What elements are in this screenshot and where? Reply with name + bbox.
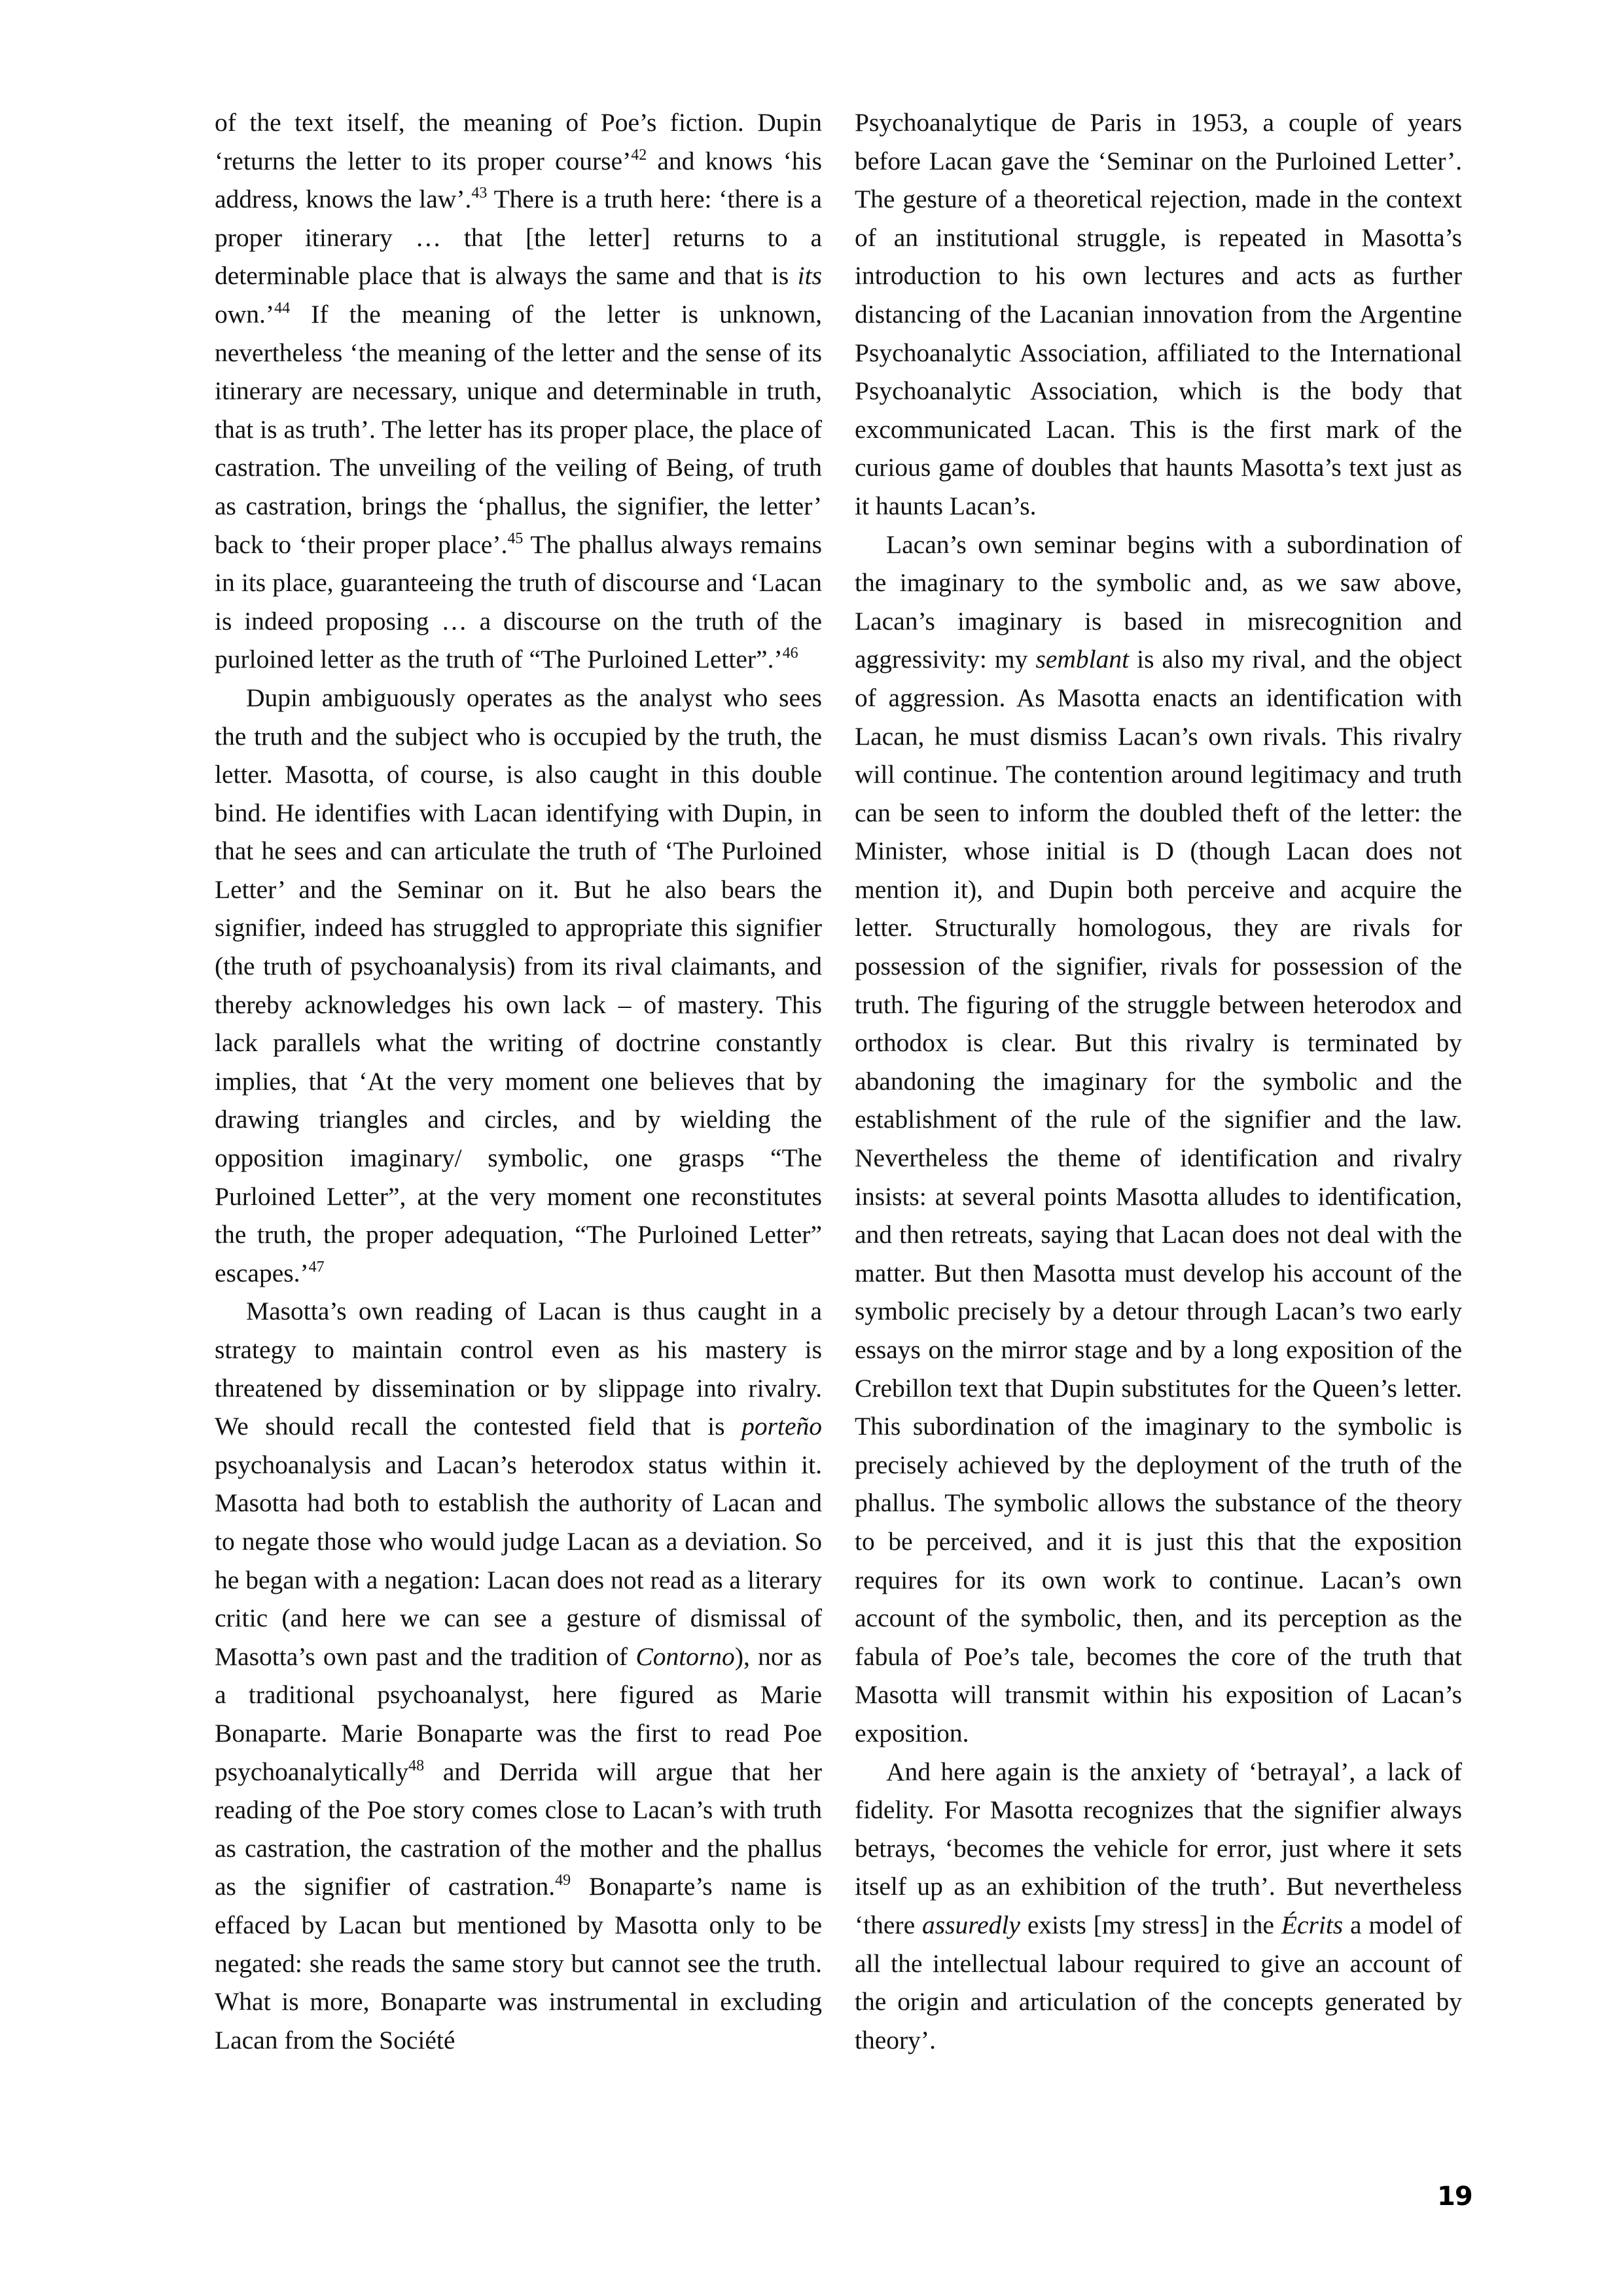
italic-term: semblant <box>1035 645 1130 674</box>
left-column <box>215 103 822 2059</box>
italic-term: Contorno <box>635 1641 735 1671</box>
italic-term: assuredly <box>922 1910 1020 1939</box>
footnote-marker: 42 <box>631 146 647 164</box>
footnote-marker: 49 <box>555 1872 571 1890</box>
footnote-marker: 45 <box>507 529 524 547</box>
paragraph: Dupin ambiguously operates as the analyst who sees the truth and the subject who is occupied by the truth, the letter. Masotta, of course, is also caught in this double bind. He identifies with Lacan identifying with Dupin, in that he sees and can articulate the truth of ‘The Purloined Letter’ and the Seminar on it. But he also bears the signifier, indeed has struggled to appropriate this signifier (the truth of psychoanalysis) from its rival claimants, and thereby acknowledges his own lack – of mastery. This lack parallels what the writing of doctrine constantly implies, that ‘At the very moment one believes that by drawing triangles and circles, and by wielding the opposition imaginary/ symbolic, one grasps “The Purloined Letter”, at the very moment one reconstitutes the truth, the proper adequation, “The Purloined Letter” escapes.’$^{47}$ <box>215 683 822 1287</box>
footnote-marker: 48 <box>408 1757 425 1774</box>
footnote-marker: 47 <box>308 1258 325 1276</box>
paragraph: Psychoanalytique de Paris in 1953, a couple of years before Lacan gave the ‘Seminar on the Purloined Letter’. The gesture of a theoretical rejection, made in the context of an institutional struggle, is repeated in Masotta’s introduction to his own lectures and acts as further distancing of the Lacanian innovation from the Argentine Psychoanalytic Association, affiliated to the International Psychoanalytic Association, which is the body that excommunicated Lacan. This is the first mark of the curious game of doubles that haunts Masotta’s text just as it haunts Lacan’s. <box>855 108 1462 520</box>
paragraph: Lacan’s own seminar begins with a subordination of the imaginary to the symbolic and, as we saw above, Lacan’s imaginary is based in misrecognition and aggressivity: my semblant is also my rival, and the object of aggression. As Masotta enacts an identification with Lacan, he must dismiss Lacan’s own rivals. This rivalry will continue. The contention around legitimacy and truth can be seen to inform the doubled theft of the letter: the Minister, whose initial is D (though Lacan does not mention it), and Dupin both perceive and acquire the letter. Structurally homologous, they are rivals for possession of the signifier, rivals for possession of the truth. The figuring of the struggle between heterodox and orthodox is clear. But this rivalry is terminated by abandoning the imaginary for the symbolic and the establishment of the rule of the signifier and the law. Nevertheless the theme of identification and rivalry insists: at several points Masotta alludes to identification, and then retreats, saying that Lacan does not deal with the matter. But then Masotta must develop his account of the symbolic precisely by a detour through Lacan’s two early essays on the mirror stage and by a long exposition of the Crebillon text that Dupin substitutes for the Queen’s letter. This subordination of the imaginary to the symbolic is precisely achieved by the deployment of the truth of the phallus. The symbolic allows the substance of the theory to be perceived, and it is just this that the exposition requires for its own work to continue. Lacan’s own account of the symbolic, then, and its perception as the fabula of Poe’s tale, becomes the core of the truth that Masotta will transmit within his exposition of Lacan’s exposition. <box>855 529 1462 1748</box>
page-number: 19 <box>1437 2181 1472 2212</box>
paragraph: of the text itself, the meaning of Poe’s fiction. Dupin ‘returns the letter to its proper course’$^{42}$ and knows ‘his address, knows the law’.$^{43}$ There is a truth here: ‘there is a proper itinerary … that [the letter] returns to a determinable place that is always the same and that is its own.’$^{44}$ If the meaning of the letter is unknown, nevertheless ‘the meaning of the letter and the sense of its itinerary are necessary, unique and determinable in truth, that is as truth’. The letter has its proper place, the place of castration. The unveiling of the veiling of Being, of truth as castration, brings the ‘phallus, the signifier, the letter’ back to ‘their proper place’.$^{45}$ The phallus always remains in its place, guaranteeing the truth of discourse and ‘Lacan is indeed proposing … a discourse on the truth of the purloined letter as the truth of “The Purloined Letter”.’$^{46}$ <box>215 108 822 674</box>
footnote-marker: 43 <box>471 185 488 202</box>
right-column <box>855 103 1462 2059</box>
italic-term: its <box>797 261 822 291</box>
paragraph: And here again is the anxiety of ‘betrayal’, a lack of fidelity. For Masotta recognizes that the signifier always betrays, ‘becomes the vehicle for error, just where it sets itself up as an exhibition of the truth’. But nevertheless ‘there assuredly exists [my stress] in the Écrits a model of all the intellectual labour required to give an account of the origin and articulation of the concepts generated by theory’. <box>855 1757 1463 2054</box>
italic-term: Écrits <box>1281 1910 1344 1939</box>
italic-term: porteño <box>741 1412 822 1441</box>
footnote-marker: 44 <box>274 299 291 317</box>
footnote-marker: 46 <box>782 645 798 662</box>
paragraph: Masotta’s own reading of Lacan is thus caught in a strategy to maintain control even as his mastery is threatened by dissemination or by slippage into rivalry. We should recall the contested field that is porteño psychoanalysis and Lacan’s heterodox status within it. Masotta had both to establish the authority of Lacan and to negate those who would judge Lacan as a deviation. So he began with a negation: Lacan does not read as a literary critic (and here we can see a gesture of dismissal of Masotta’s own past and the tradition of Contorno), nor as a traditional psychoanalyst, here figured as Marie Bonaparte. Marie Bonaparte was the first to read Poe psychoanalytically$^{48}$ and Derrida will argue that her reading of the Poe story comes close to Lacan’s with truth as castration, the castration of the mother and the phallus as the signifier of castration.$^{49}$ Bonaparte’s name is effaced by Lacan but mentioned by Masotta only to be negated: she reads the same story but cannot see the truth. What is more, Bonaparte was instrumental in excluding Lacan from the Société <box>215 1297 822 2054</box>
